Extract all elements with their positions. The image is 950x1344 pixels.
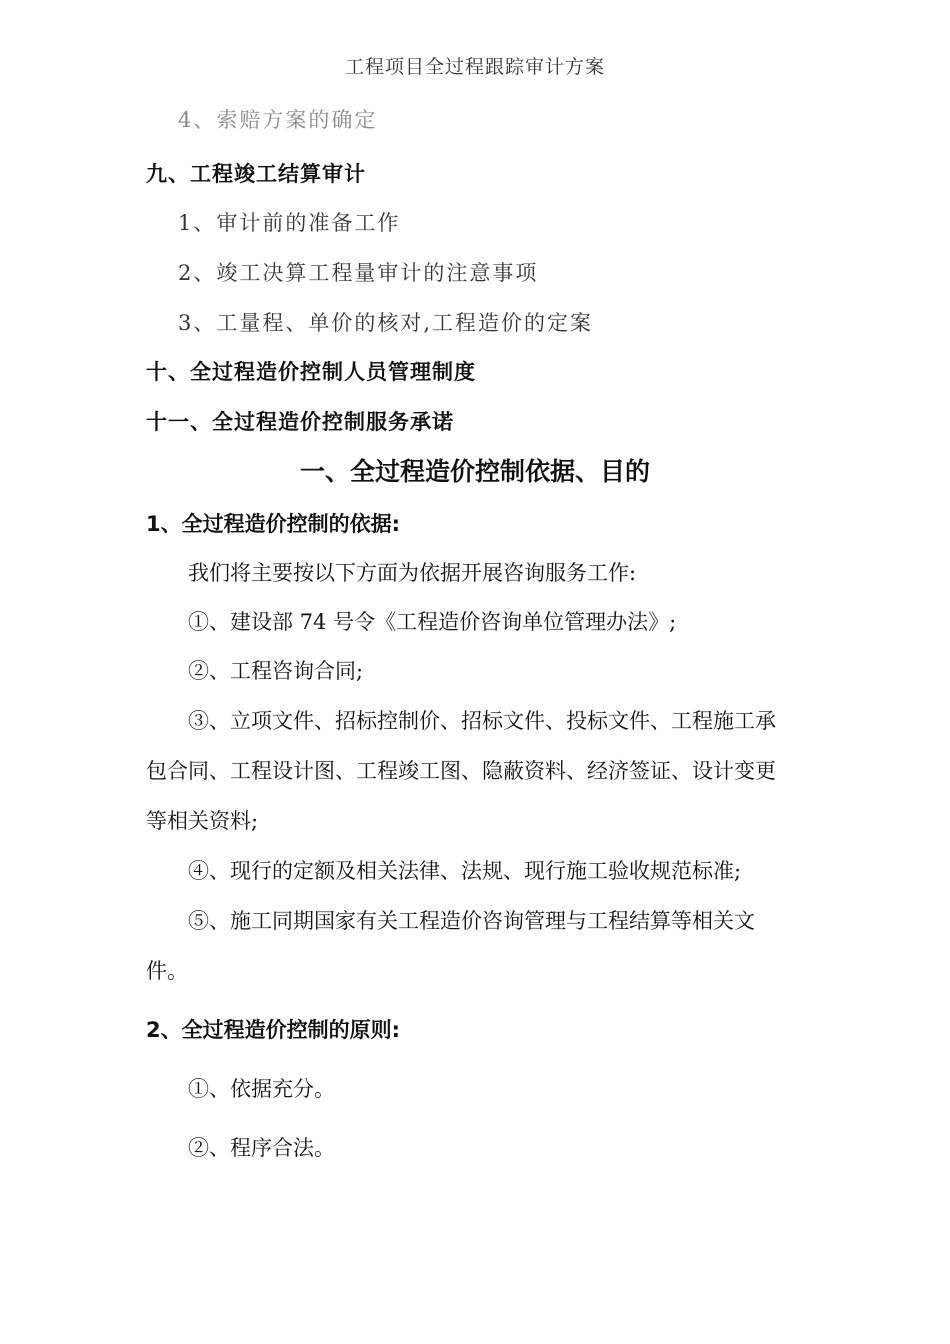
toc-item-price-check: 3、工量程、单价的核对,工程造价的定案 <box>178 311 594 335</box>
basis-item-3-line-1: ③、立项文件、招标控制价、招标文件、投标文件、工程施工承 <box>188 709 776 733</box>
toc-section-9: 九、工程竣工结算审计 <box>146 162 366 186</box>
running-header: 工程项目全过程跟踪审计方案 <box>344 56 605 78</box>
toc-item-audit-prep: 1、审计前的准备工作 <box>178 211 401 235</box>
principle-item-1: ①、依据充分。 <box>188 1077 335 1101</box>
toc-section-11: 十一、全过程造价控制服务承诺 <box>146 410 454 434</box>
basis-heading: 1、全过程造价控制的依据: <box>146 512 401 536</box>
basis-intro: 我们将主要按以下方面为依据开展咨询服务工作: <box>188 561 637 585</box>
toc-item-quantity-audit: 2、竣工决算工程量审计的注意事项 <box>178 261 539 285</box>
basis-item-5-line-1: ⑤、施工同期国家有关工程造价咨询管理与工程结算等相关文 <box>188 909 755 933</box>
basis-item-1: ①、建设部 74 号令《工程造价咨询单位管理办法》; <box>188 610 677 634</box>
basis-item-3-line-3: 等相关资料; <box>146 809 259 833</box>
basis-item-2: ②、工程咨询合同; <box>188 659 364 683</box>
principles-heading: 2、全过程造价控制的原则: <box>146 1018 401 1042</box>
basis-item-5-line-2: 件。 <box>146 959 188 983</box>
principle-item-2: ②、程序合法。 <box>188 1136 335 1160</box>
toc-item-claims-plan: 4、索赔方案的确定 <box>178 108 378 132</box>
basis-item-3-line-2: 包合同、工程设计图、工程竣工图、隐蔽资料、经济签证、设计变更 <box>146 759 776 783</box>
basis-item-4: ④、现行的定额及相关法律、法规、现行施工验收规范标准; <box>188 859 742 883</box>
chapter-title: 一、全过程造价控制依据、目的 <box>299 457 650 486</box>
toc-section-10: 十、全过程造价控制人员管理制度 <box>146 360 476 384</box>
